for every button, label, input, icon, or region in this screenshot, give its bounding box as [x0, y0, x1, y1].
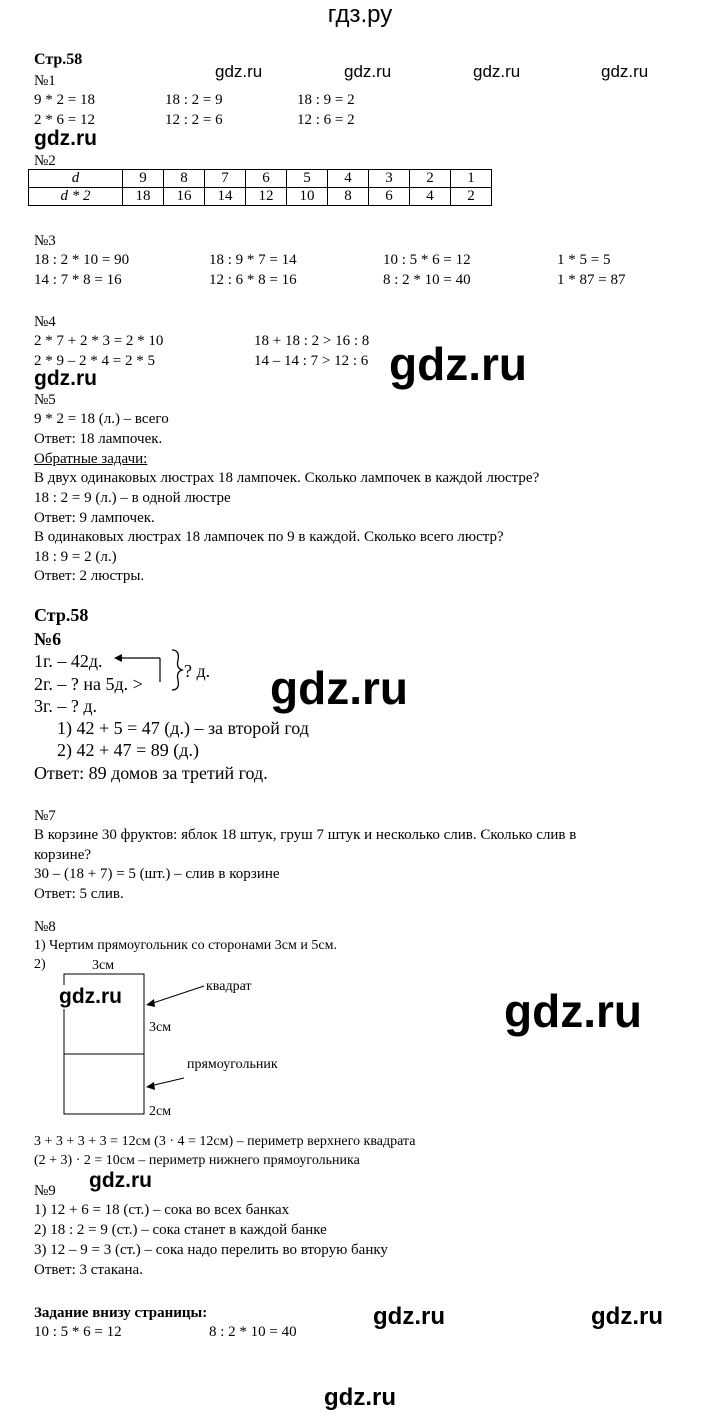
calculation-line: 3 + 3 + 3 + 3 = 12см (3 · 4 = 12см) – периметр верхнего квадрата: [34, 1134, 416, 1149]
text-line: 1) Чертим прямоугольник со сторонами 3см и 5см.: [34, 938, 337, 953]
answer-line: Ответ: 9 лампочек.: [34, 510, 155, 526]
page-title: Стр.58: [34, 51, 83, 68]
answer-line: Ответ: 5 слив.: [34, 886, 124, 902]
table-cell: 8: [164, 170, 205, 188]
equation: 14 – 14 : 7 > 12 : 6: [254, 353, 369, 369]
answer-line: Ответ: 2 люстры.: [34, 568, 145, 584]
exercise-4-label: №4: [34, 314, 56, 330]
text-line: В одинаковых люстрах 18 лампочек по 9 в каждой. Сколько всего люстр?: [34, 529, 504, 545]
exercise-6-label: №6: [34, 629, 62, 649]
watermark: gdz.ru: [59, 985, 122, 1008]
figure-label-rectangle: прямоугольник: [187, 1057, 278, 1072]
multiplication-table: [28, 169, 492, 206]
table-cell: 10: [287, 188, 328, 206]
text-line: В корзине 30 фруктов: яблок 18 штук, груш 7 штук и несколько слив. Сколько слив в: [34, 827, 577, 843]
equation: 9 * 2 = 18: [34, 92, 95, 108]
equation: 12 : 6 * 8 = 16: [209, 272, 297, 288]
exercise-5-label: №5: [34, 392, 56, 408]
table-header-cell: d * 2: [29, 188, 123, 206]
equation: 8 : 2 * 10 = 40: [209, 1324, 297, 1340]
table-cell: 16: [164, 188, 205, 206]
watermark: gdz.ru: [473, 62, 521, 81]
equation: 18 : 2 * 10 = 90: [34, 252, 130, 268]
table-cell: 14: [205, 188, 246, 206]
equation: 2 * 6 = 12: [34, 112, 95, 128]
text-line: 2г. – ? на 5д. >: [34, 674, 143, 694]
table-cell: 4: [410, 188, 451, 206]
watermark: gdz.ru: [344, 62, 392, 81]
equation: 18 + 18 : 2 > 16 : 8: [254, 333, 370, 349]
equation: 18 : 2 = 9: [165, 92, 223, 108]
table-row: [29, 188, 492, 206]
table-cell: 6: [246, 170, 287, 188]
watermark: gdz.ru: [385, 336, 531, 392]
table-cell: 3: [369, 170, 410, 188]
table-cell: 1: [451, 170, 492, 188]
solution-step: 2) 18 : 2 = 9 (ст.) – сока станет в каждой банке: [34, 1222, 327, 1238]
equation: 14 : 7 * 8 = 16: [34, 272, 122, 288]
equation: 2 * 7 + 2 * 3 = 2 * 10: [34, 333, 164, 349]
brace-label: ? д.: [184, 661, 211, 681]
watermark: gdz.ru: [591, 1303, 663, 1330]
exercise-3-label: №3: [34, 233, 56, 249]
solution-step: 3) 12 – 9 = 3 (ст.) – сока надо перелить во вторую банку: [34, 1242, 388, 1258]
equation: 1 * 5 = 5: [557, 252, 611, 268]
table-cell: 4: [328, 170, 369, 188]
site-header[interactable]: гдз.ру: [327, 1, 393, 28]
equation: 12 : 6 = 2: [297, 112, 355, 128]
bottom-task-heading: Задание внизу страницы:: [34, 1305, 208, 1321]
watermark: gdz.ru: [215, 62, 263, 81]
equation: 18 : 9 = 2: [297, 92, 355, 108]
dimension-label: 3см: [149, 1020, 172, 1035]
text-line: 18 : 9 = 2 (л.): [34, 549, 117, 565]
watermark: gdz.ru: [601, 62, 649, 81]
table-cell: 2: [451, 188, 492, 206]
table-cell: 6: [369, 188, 410, 206]
table-cell: 7: [205, 170, 246, 188]
watermark: gdz.ru: [504, 985, 642, 1037]
exercise-7-label: №7: [34, 808, 56, 824]
solution-step: 30 – (18 + 7) = 5 (шт.) – слив в корзине: [34, 866, 280, 882]
solution-step: 1) 12 + 6 = 18 (ст.) – сока во всех банках: [34, 1202, 290, 1218]
solution-step: 1) 42 + 5 = 47 (д.) – за второй год: [57, 718, 309, 738]
equation: 10 : 5 * 6 = 12: [383, 252, 471, 268]
table-cell: 5: [287, 170, 328, 188]
watermark: gdz.ru: [34, 367, 97, 390]
table-row: [29, 170, 492, 188]
text-line: 18 : 2 = 9 (л.) – в одной люстре: [34, 490, 231, 506]
exercise-1-label: №1: [34, 73, 56, 89]
watermark: gdz.ru: [89, 1169, 152, 1192]
watermark: gdz.ru: [373, 1303, 445, 1330]
answer-line: Ответ: 89 домов за третий год.: [34, 763, 268, 783]
equation: 18 : 9 * 7 = 14: [209, 252, 297, 268]
watermark: gdz.ru: [270, 662, 408, 714]
answer-line: Ответ: 18 лампочек.: [34, 431, 163, 447]
table-cell: 18: [123, 188, 164, 206]
calculation-line: (2 + 3) · 2 = 10см – периметр нижнего прямоугольника: [34, 1153, 360, 1168]
text-line: В двух одинаковых люстрах 18 лампочек. Сколько лампочек в каждой люстре?: [34, 470, 540, 486]
table-cell: 12: [246, 188, 287, 206]
figure-label-square: квадрат: [206, 979, 252, 994]
equation: 2 * 9 – 2 * 4 = 2 * 5: [34, 353, 155, 369]
solution-step: 2) 42 + 47 = 89 (д.): [57, 740, 199, 760]
table-cell: 8: [328, 188, 369, 206]
table-header-cell: d: [29, 170, 123, 188]
equation: 10 : 5 * 6 = 12: [34, 1324, 122, 1340]
text-line: 3г. – ? д.: [34, 696, 97, 716]
equation: 12 : 2 = 6: [165, 112, 223, 128]
equation: 1 * 87 = 87: [557, 272, 626, 288]
table-cell: 9: [123, 170, 164, 188]
dimension-label: 2см: [149, 1104, 172, 1119]
table-cell: 2: [410, 170, 451, 188]
dimension-label: 3см: [92, 958, 115, 973]
equation: 8 : 2 * 10 = 40: [383, 272, 471, 288]
page-title: Стр.58: [34, 605, 89, 625]
exercise-2-label: №2: [34, 153, 56, 169]
exercise-8-label: №8: [34, 919, 56, 935]
text-line: 9 * 2 = 18 (л.) – всего: [34, 411, 169, 427]
watermark: gdz.ru: [34, 127, 97, 150]
inverse-tasks-heading: Обратные задачи:: [34, 451, 148, 467]
watermark: gdz.ru: [324, 1384, 396, 1411]
text-line: 1г. – 42д.: [34, 651, 103, 671]
exercise-9-label: №9: [34, 1183, 56, 1199]
text-line: 2): [34, 957, 46, 972]
text-line: корзине?: [34, 847, 92, 863]
answer-line: Ответ: 3 стакана.: [34, 1262, 143, 1278]
